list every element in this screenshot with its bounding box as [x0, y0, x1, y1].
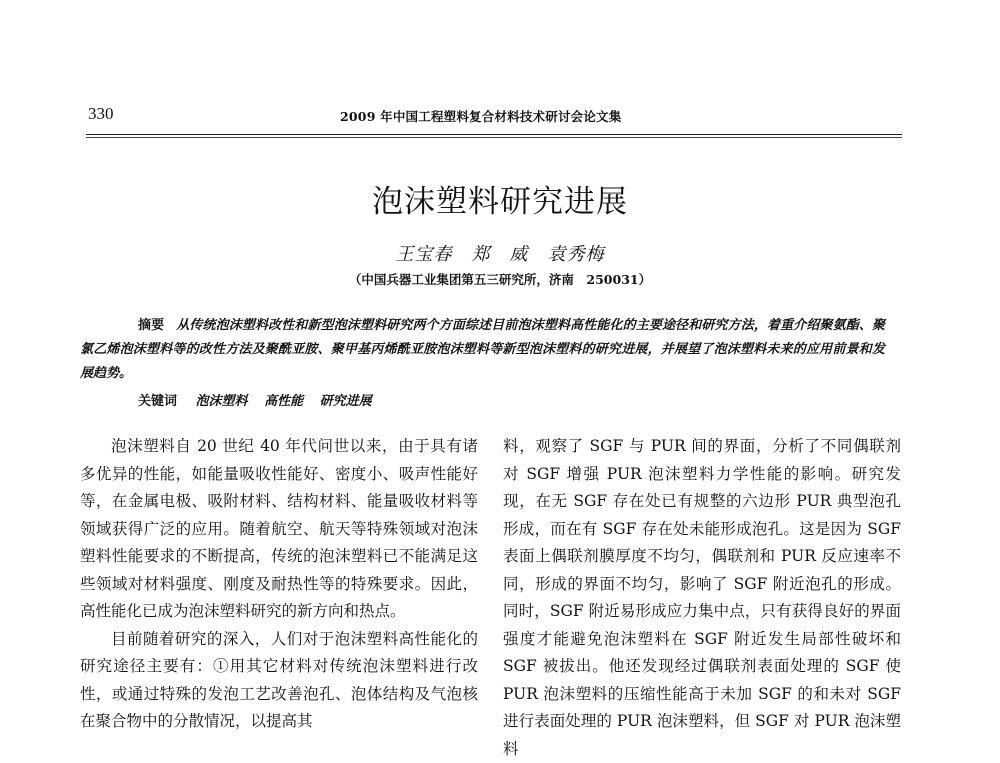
page-number: 330	[88, 104, 114, 123]
body-paragraph: 泡沫塑料自 20 世纪 40 年代问世以来，由于具有诸多优异的性能，如能量吸收性能好、密度小、吸声性能好等，在金属电极、吸附材料、结构材料、能量吸收材料等领域获得广泛的应用。随着航空、航天等特殊领域对泡沫塑料性能要求的不断提高，传统的泡沫塑料已不能满足这些领域对材料强度、刚度及耐热性等的特殊要求。因此，高性能化已成为泡沫塑料研究的新方向和热点。	[80, 437, 478, 620]
header-divider	[86, 134, 902, 138]
body-column-right	[503, 433, 901, 763]
keywords-label: 关键词	[138, 394, 178, 409]
keyword-item: 研究进展	[319, 394, 372, 409]
body-column-left	[80, 433, 478, 736]
keyword-item: 泡沫塑料	[195, 394, 248, 409]
proceedings-title: 2009 年中国工程塑料复合材料技术研讨会论文集	[340, 109, 622, 124]
abstract	[80, 314, 885, 386]
keywords	[138, 390, 384, 409]
body-paragraph: 料，观察了 SGF 与 PUR 间的界面，分析了不同偶联剂对 SGF 增强 PUR 泡沫塑料力学性能的影响。研究发现，在无 SGF 存在处已有规整的六边形 PUR 典型泡孔形成，而在有 SGF 存在处未能形成泡孔。这是因为 SGF 表面上偶联剂膜厚度不均匀，偶联剂和 PUR 反应速率不同，形成的界面不均匀，影响了 SGF 附近泡孔的形成。同时，SGF 附近易形成应力集中点，只有获得良好的界面强度才能避免泡沫塑料在 SGF 附近发生局部性破坏和 SGF 被拔出。他还发现经过偶联剂表面处理的 SGF 使 PUR 泡沫塑料的压缩性能高于未加 SGF 的和未对 SGF 进行表面处理的 PUR 泡沫塑料，但 SGF 对 PUR 泡沫塑料	[503, 437, 901, 758]
running-header	[88, 104, 900, 134]
abstract-text: 从传统泡沫塑料改性和新型泡沫塑料研究两个方面综述目前泡沫塑料高性能化的主要途径和研究方法，着重介绍聚氨酯、聚氯乙烯泡沫塑料等的改性方法及聚酰亚胺、聚甲基丙烯酰亚胺泡沫塑料等新型泡沫塑料的研究进展，并展望了泡沫塑料未来的应用前景和发展趋势。	[80, 318, 885, 381]
author-list: 王宝春 郑 威 袁秀梅	[395, 244, 605, 265]
author-affiliation: （中国兵器工业集团第五三研究所，济南 250031）	[348, 272, 652, 287]
abstract-label: 摘要	[138, 318, 165, 333]
body-paragraph: 目前随着研究的深入，人们对于泡沫塑料高性能化的研究途径主要有：①用其它材料对传统泡沫塑料进行改性，或通过特殊的发泡工艺改善泡孔、泡体结构及气泡核在聚合物中的分散情况，以提高其	[80, 629, 478, 730]
paper-title: 泡沫塑料研究进展	[372, 184, 628, 220]
keyword-item: 高性能	[264, 394, 304, 409]
